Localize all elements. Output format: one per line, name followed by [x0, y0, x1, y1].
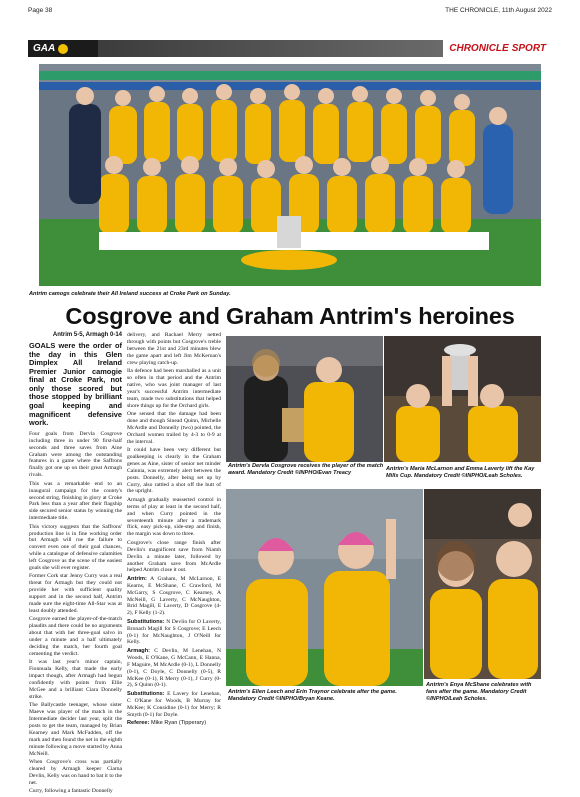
team-players: N Devlin for O Laverty, Bronach Magill for S Cosgrove; E Leech (0-1) for McNaughton, J O'Neill for Kelly. [127, 618, 221, 646]
brand-word: CHRONICLE [449, 43, 509, 54]
referee-line [127, 720, 221, 727]
leech-traynor-photo [226, 489, 423, 686]
team-lineup [127, 648, 221, 689]
team-name: Substitutions: [127, 618, 165, 625]
team-name: Armagh: [127, 647, 150, 654]
team-lineup [127, 576, 221, 617]
article-paragraph: It was last year's minor captain, Fionnuala Kelly, that made the early impact though, after Armagh had begun confidently with points from Ellie McGee and a brilliant Ciara Donnelly strike. [29, 659, 122, 700]
sliotar-icon [58, 44, 68, 54]
team-name: Antrim: [127, 575, 147, 582]
section-bar-fill [98, 40, 443, 57]
article-paragraph: Curry, following a fantastic Donnelly [29, 788, 113, 795]
team-players: C Devlin, M Lenehan, N Woods, E O'Kane, G McCann, E Hanna, F Maguire, M McArdle (0-1), L Donnelly (0-1), C Doyle, C Donnelly (0-5), R McKee (0-1), R Merry (0-1), J Curry (0-2), S Quinn (0-1). [127, 647, 221, 689]
article-paragraph: Cosgrove earned the player-of-the-match plaudits and there could be no arguments about that with her three-goal salvo in under a minute and a half ultimately deciding the match, her fourth goal cementing the verdict. [29, 616, 122, 657]
article-column-1 [29, 332, 122, 797]
chronicle-sport-logo [443, 40, 552, 57]
publication-date: THE CHRONICLE, 11th August 2022 [445, 6, 552, 14]
page-number: Page 38 [28, 6, 53, 14]
article-paragraph: Cosgrove's close range finish after Devlin's magnificent save from Niamh Devlin a minute later, followed by another Graham save from McArdle helped Antrim close it out. [127, 539, 221, 574]
gaa-section-tag [28, 40, 98, 57]
referee-name: Mike Ryan (Tipperary) [150, 719, 207, 726]
brand-section: SPORT [511, 43, 546, 54]
team-players: A Graham, M McLarnon, E Kearns, E McShane, C Crawford, M McGarry, S Cosgrove, C Kearney, A McNeill, G Laverty, C McNaughton, Brid Magill, E Laverty, D Cosgrove (4-2), F Kelly (1-2). [127, 575, 221, 617]
article-paragraph: delivery, and Rachael Merry netted through with points but Cosgrove's treble between the 21st and 23rd minutes blew the game apart and left Jim McKernan's crew playing catch-up. [127, 332, 221, 366]
team-photo [39, 64, 541, 286]
gaa-label: GAA [33, 43, 56, 54]
section-bar [28, 40, 552, 57]
article-paragraph: Ila defence had been marshalled as a unit so often in that period and the Antrim native, who was joint manager of last year's successful Antrim intermediate team, made two substitutions that helped shore things up for the Orchard girls. [127, 368, 221, 409]
score-line: Antrim 5-5, Armagh 0-14 [52, 332, 122, 338]
article-column-2 [127, 332, 221, 728]
referee-label: Referee: [127, 719, 150, 726]
article-headline: Cosgrove and Graham Antrim's heroines [65, 303, 515, 329]
article-paragraph: This victory suggests that the Saffrons' production line is in fine working order but Armagh will rue the failure to convert even one of their goal chances, while a catalogue of defensive calamities left Cosgrove as the scene of the easiest goals she will ever register. [29, 523, 122, 572]
article-paragraph: Armagh gradually reasserted control in terms of play at least in the second half, and when Curry pointed in the seventeenth minute after a trademark flick, easy pick-up, side-step and finish, the margin was down to three. [127, 496, 221, 538]
article-paragraph: When Cosgrove's cross was partially cleared by Armagh keeper Ciarna Devlin, Kelly was on hand to bat it to the net. [29, 759, 122, 786]
article-paragraph: This was a remarkable end to an inaugural campaign for the county's second string, finishing in glory at Croke Park less than a year after their flagship side secured senior status by winning the intermediate title. [29, 480, 122, 522]
team-players: E Lavery for Lenehan, C O'Kane for Woods, B Murray for McKee; K Considine (0-1) for Merry; R Smyth (0-1) for Doyle. [127, 690, 221, 718]
mcshane-fans-photo [424, 489, 541, 679]
page-header [28, 4, 552, 16]
team-photo-caption: Antrim camogs celebrate their All Ireland success at Croke Park on Sunday. [29, 291, 231, 297]
article-paragraph: It could have been very different but goalkeeping is clearly in the Graham genes as Aine, sister of senior net minder Cainnia, was extremely alert between the posts. Donnelly, after being set up by Curry, also rattled a shot off the butt of the upright. [127, 447, 221, 495]
article-lede: GOALS were the order of the day in this Glen Dimplex All Ireland Premier Junior camogie final at Croke Park, not only those scored but those stopped by brilliant goal keeping and magnificent defensive work. [29, 340, 122, 428]
article-paragraph: Four goals from Dervla Cosgrove including three in under 90 first-half seconds and three saves from Aine Graham were among the outstanding features in a game where the Saffrons finally got one up on their great Armagh rivals. [29, 430, 122, 479]
team-name: Substitutions: [127, 690, 165, 697]
cosgrove-award-caption: Antrim's Dervla Cosgrove receives the player of the match award. Mandatory Credit ©INPHO/Evan Treacy [228, 463, 384, 476]
team-lineup [127, 691, 221, 719]
trophy-lift-caption: Antrim's Maria McLarnon and Emma Laverty lift the Kay Mills Cup. Mandatory Credit ©INPHO/Leah Scholes. [386, 466, 535, 479]
cosgrove-award-photo [226, 336, 383, 462]
team-lineup [127, 619, 221, 647]
article-paragraph: One sensed that the damage had been done and though Sinead Quinn, Michelle McArdle and Donnelly (two) pointed, the Orchard women trailed by 4-3 to 0-9 at the interval. [127, 410, 221, 445]
mcshane-fans-caption: Antrim's Enya McShane celebrates with fans after the game. Mandatory Credit ©INPHO/Leah Scholes. [426, 682, 532, 702]
article-paragraph: The Ballycastle teenager, whose sister Maeve was player of the match in the Intermediate decider last year, split the posts to get the team, managed by Brian Kearney and Mark McFadden, off the mark and then found the net in the eighth minute following a move started by Anna McNeill. [29, 702, 122, 757]
trophy-lift-photo [384, 336, 541, 462]
article-paragraph: Former Cork star Jenny Curry was a real threat for Armagh but they could not provide her with sufficient quality support and in the second half, Antrim made sure the eight-time All-Star was at least doubly attended. [29, 573, 122, 614]
leech-traynor-caption: Antrim's Ellen Leech and Erin Traynor celebrate after the game. Mandatory Credit ©INPHO/Bryan Keane. [228, 689, 397, 702]
